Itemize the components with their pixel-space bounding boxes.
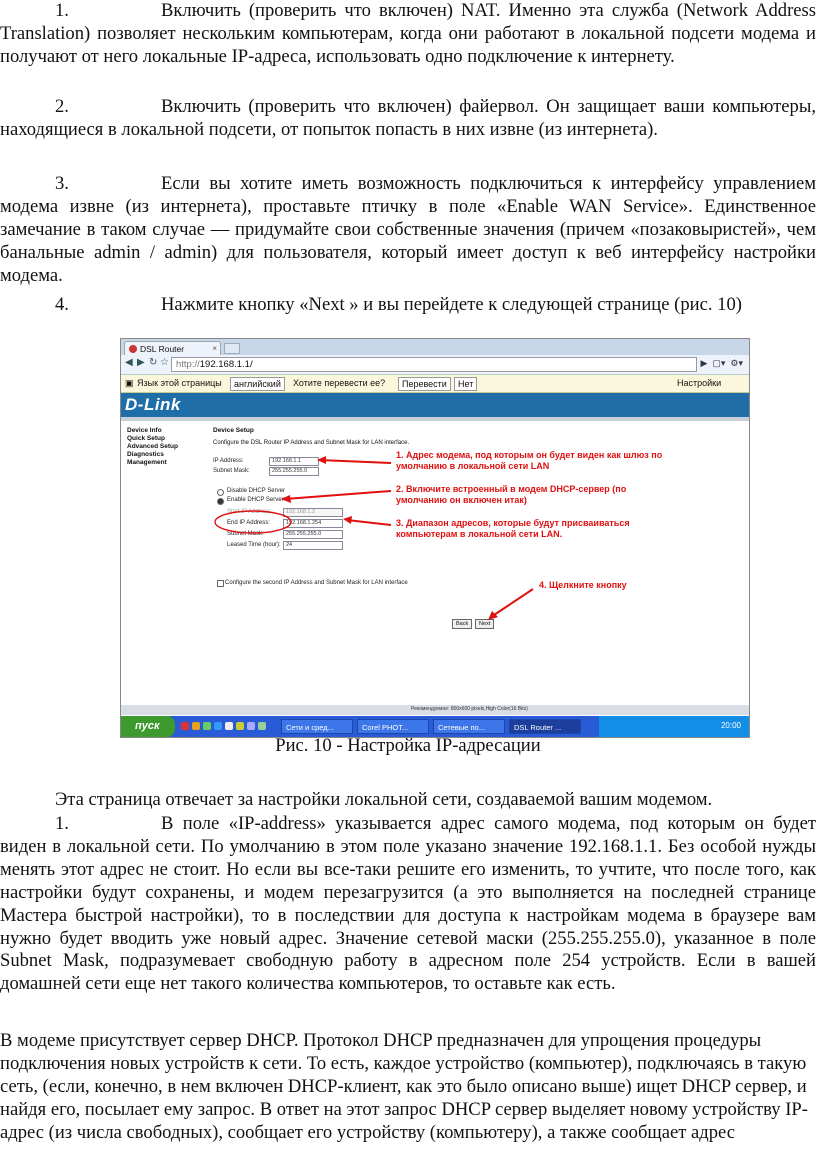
system-tray bbox=[599, 716, 749, 737]
back-icon[interactable]: ◀ bbox=[125, 357, 133, 368]
reload-icon[interactable]: ↻ bbox=[149, 357, 158, 368]
paragraph-1 bbox=[0, 0, 816, 69]
arrow-1 bbox=[319, 460, 391, 463]
arrowhead-1 bbox=[317, 456, 326, 464]
taskbar-item[interactable]: DSL Router ... bbox=[509, 719, 581, 734]
settings-menu[interactable]: Настройки bbox=[677, 378, 722, 388]
sidebar-item-device-info[interactable]: Device Info bbox=[127, 427, 162, 434]
taskbar-item[interactable]: Сети и сред... bbox=[281, 719, 353, 734]
enable-dhcp-label: Enable DHCP Server bbox=[227, 497, 284, 503]
quicklaunch-icon[interactable] bbox=[214, 722, 222, 730]
annotation-3: 3. Диапазон адресов, которые будут присваиваться компьютерам в локальной сети LAN. bbox=[396, 518, 630, 539]
disable-dhcp-label: Disable DHCP Server bbox=[227, 488, 285, 494]
translate-button[interactable]: Перевести bbox=[398, 377, 451, 391]
item-number: 2. bbox=[55, 96, 69, 117]
arrowhead-2 bbox=[281, 495, 291, 503]
dhcp-mask-label: Subnet Mask: bbox=[227, 531, 264, 537]
forward-icon[interactable]: ▶ bbox=[137, 357, 145, 368]
paragraph-2 bbox=[0, 96, 816, 142]
arrowhead-3 bbox=[343, 516, 352, 524]
annotation-1: 1. Адрес модема, под которым он будет виден как шлюз по умолчанию в локальной сети LAN bbox=[396, 450, 663, 471]
dlink-logo: D-Link bbox=[125, 395, 181, 414]
status-text: Рекомендуемое: 800x600 pixels,High Color(16 Bits) bbox=[411, 706, 528, 712]
dhcp-mask-input[interactable]: 255.255.255.0 bbox=[283, 530, 343, 539]
lease-label: Leased Time (hour): bbox=[227, 542, 281, 548]
quicklaunch-icon[interactable] bbox=[192, 722, 200, 730]
ip-label: IP Address: bbox=[213, 458, 244, 464]
no-button[interactable]: Нет bbox=[454, 377, 477, 391]
item-number: 3. bbox=[55, 173, 69, 194]
item-number: 4. bbox=[55, 294, 69, 315]
status-bar bbox=[121, 705, 749, 715]
arrow-2 bbox=[285, 491, 391, 499]
quicklaunch-icon[interactable] bbox=[181, 722, 189, 730]
figure-screenshot bbox=[120, 338, 750, 738]
start-button[interactable]: пуск bbox=[121, 716, 175, 737]
quicklaunch-icon[interactable] bbox=[203, 722, 211, 730]
sidebar-item-quick-setup[interactable]: Quick Setup bbox=[127, 435, 165, 442]
start-ip-input[interactable]: 192.168.1.2 bbox=[283, 508, 343, 517]
clock: 20:00 bbox=[720, 721, 741, 730]
arrow-4 bbox=[491, 589, 533, 617]
mask-label: Subnet Mask: bbox=[213, 468, 250, 474]
paragraph-4 bbox=[0, 294, 816, 317]
paragraph-text: В модеме присутствует сервер DHCP. Протокол DHCP предназначен для упрощения процедуры подключения новых устройств к сети. То есть, каждое устройство (компьютер), подключаясь в такую сеть, (если, конечно, в нем включен DHCP-клиент, как это было описано выше) ищет DHCP сервер, и найдя его, посылает ему запрос. В ответ на этот запрос DHCP сервер выделяет новому устройству IP-адрес (из числа свободных), сообщает его устройству (компьютеру), а также сообщает адрес bbox=[0, 1030, 808, 1143]
page-menu-icon[interactable]: ▶ ▢▾ ⚙▾ bbox=[700, 358, 743, 368]
quicklaunch-icon[interactable] bbox=[236, 722, 244, 730]
sidebar-item-management[interactable]: Management bbox=[127, 459, 167, 466]
annotation-2: 2. Включите встроенный в модем DHCP-сервер (по умолчанию он включен итак) bbox=[396, 484, 627, 505]
language-select[interactable]: английский bbox=[230, 377, 285, 391]
end-ip-label: End IP Address: bbox=[227, 520, 270, 526]
tab-title: DSL Router bbox=[140, 344, 185, 354]
section-intro bbox=[0, 789, 816, 812]
subnet-mask-input[interactable]: 255.255.255.0 bbox=[269, 467, 319, 476]
highlight-ellipse bbox=[215, 511, 291, 533]
item-number: 1. bbox=[55, 813, 69, 834]
quicklaunch-icon[interactable] bbox=[225, 722, 233, 730]
url-protocol: http:// bbox=[176, 359, 200, 370]
paragraph-text: Если вы хотите иметь возможность подключиться к интерфейсу управлением модема извне (из интернета), проставьте птичку в поле «Enable WAN Service». Единственное замечание в таком случае — придумайте свои собственные значения (причем «позаковыристей», чем банальные admin / admin) для пользователя, который имеет доступ к веб интерфейсу настройки модема. bbox=[0, 173, 816, 286]
paragraph-text: Включить (проверить что включен) файервол. Он защищает ваши компьютеры, находящиеся в локальной подсети, от попыток попасть в них извне (из интернета). bbox=[0, 96, 816, 140]
end-ip-input[interactable]: 192.168.1.254 bbox=[283, 519, 343, 528]
paragraph-text: Включить (проверить что включен) NAT. Именно эта служба (Network Address Translation) позволяет нескольким компьютерам, когда они работают в локальной подсети модема и получают от него локальные IP-адреса, использовать одно подключение к интернету. bbox=[0, 0, 816, 67]
intro-text: Эта страница отвечает за настройки локальной сети, создаваемой вашим модемом. bbox=[55, 789, 713, 810]
item-number: 1. bbox=[55, 0, 69, 21]
paragraph-3 bbox=[0, 173, 816, 288]
quicklaunch-icon[interactable] bbox=[247, 722, 255, 730]
paragraph-text: В поле «IP-address» указывается адрес самого модема, под которым он будет виден в локальной сети. По умолчанию в этом поле указано значение 192.168.1.1. Без особой нужды менять этот адрес не стоит. Но если вы все-таки решите его изменить, то учтите, что после того, как настройки будут сохранены, и модем перезагрузится (а это выполняется на последней странице Мастера быстрой настройки), то в последствии для доступа к настройкам модема в браузере вам нужно будет вводить уже новый адрес. Значение сетевой маски (255.255.255.0), указанное в поле Subnet Mask, подразумевает свободную работу в адресном поле 254 устройств. Если в вашей домашней сети еще нет такого количества компьютеров, то оставьте как есть. bbox=[0, 813, 816, 995]
ip-address-input[interactable]: 192.168.1.1 bbox=[269, 457, 319, 466]
page-title: Device Setup bbox=[213, 427, 254, 434]
paragraph-dhcp bbox=[0, 1030, 816, 1145]
translate-prompt: Язык этой страницы bbox=[137, 378, 222, 388]
close-icon[interactable]: × bbox=[212, 344, 217, 353]
back-button[interactable]: Back bbox=[452, 619, 472, 629]
second-ip-label: Configure the second IP Address and Subnet Mask for LAN interface bbox=[225, 580, 408, 586]
sidebar-item-advanced-setup[interactable]: Advanced Setup bbox=[127, 443, 178, 450]
translate-icon: ▣ bbox=[125, 378, 134, 388]
taskbar-item[interactable]: Сетевые по... bbox=[433, 719, 505, 734]
annotation-4: 4. Щелкните кнопку bbox=[539, 580, 627, 590]
taskbar bbox=[121, 716, 749, 737]
start-ip-label: Start IP Address: bbox=[227, 509, 272, 515]
url-host: 192.168.1.1/ bbox=[199, 359, 253, 370]
figure-caption: Рис. 10 - Настройка IP-адресации bbox=[275, 735, 541, 756]
quicklaunch-icon[interactable] bbox=[258, 722, 266, 730]
taskbar-item[interactable]: Corel PHOT... bbox=[357, 719, 429, 734]
paragraph-text: Нажмите кнопку «Next » и вы перейдете к следующей странице (рис. 10) bbox=[161, 294, 742, 315]
arrow-3 bbox=[347, 520, 391, 525]
intro-text: Configure the DSL Router IP Address and Subnet Mask for LAN interface. bbox=[213, 440, 410, 446]
next-button[interactable]: Next bbox=[475, 619, 494, 629]
lease-time-input[interactable]: 24 bbox=[283, 541, 343, 550]
paragraph-ip-address bbox=[0, 813, 816, 996]
sidebar-item-diagnostics[interactable]: Diagnostics bbox=[127, 451, 164, 458]
star-icon[interactable]: ☆ bbox=[160, 357, 169, 368]
translate-question: Хотите перевести ее? bbox=[293, 378, 386, 388]
